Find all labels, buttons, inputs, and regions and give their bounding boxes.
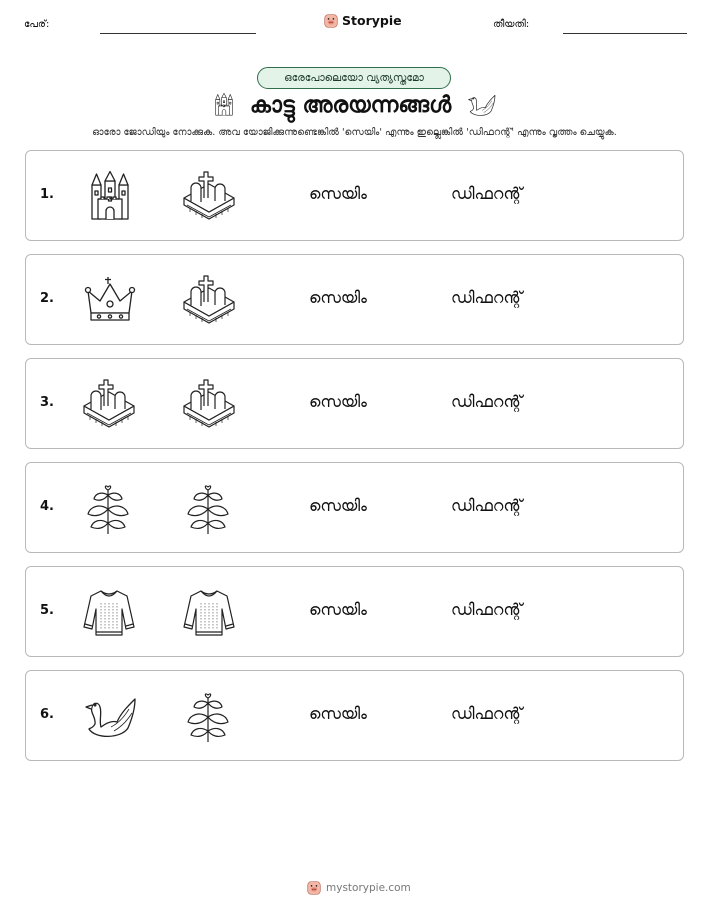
question-row: [25, 670, 684, 761]
question-row: [25, 358, 684, 449]
name-label: പേര്:: [24, 19, 50, 30]
different-option[interactable]: ഡിഫറന്റ്: [451, 392, 523, 411]
different-option[interactable]: ഡിഫറന്റ്: [451, 704, 523, 723]
castle-icon: [212, 92, 236, 118]
pig-icon: [307, 881, 321, 895]
nettle-plant-icon: [182, 483, 234, 535]
pig-icon: [324, 14, 338, 28]
footer: [307, 881, 411, 895]
different-option[interactable]: ഡിഫറന്റ്: [451, 496, 523, 515]
different-option[interactable]: ഡിഫറന്റ്: [451, 600, 523, 619]
different-option[interactable]: ഡിഫറന്റ്: [451, 184, 523, 203]
question-number: 5.: [40, 603, 54, 618]
instructions: ഓരോ ജോഡിയും നോക്കുക. അവ യോജിക്കുന്നുണ്ടെങ്കിൽ 'സെയിം' എന്നും ഇല്ലെങ്കിൽ 'ഡിഫറന്റ്' എന്നും വൃത്തം ചെയ്യുക.: [92, 127, 617, 138]
question-row: [25, 462, 684, 553]
question-number: 2.: [40, 291, 54, 306]
nettle-plant-icon: [82, 483, 134, 535]
nettle-plant-icon: [182, 691, 234, 743]
sweater-icon: [81, 587, 137, 639]
question-row: [25, 150, 684, 241]
graveyard-icon: [181, 379, 237, 431]
date-field[interactable]: [563, 33, 687, 34]
same-option[interactable]: സെയിം: [309, 496, 367, 515]
sweater-icon: [181, 587, 237, 639]
swan-icon: [80, 691, 138, 743]
footer-site[interactable]: mystorypie.com: [326, 882, 411, 894]
same-option[interactable]: സെയിം: [309, 704, 367, 723]
swan-icon: [465, 91, 497, 119]
question-row: [25, 254, 684, 345]
page-title: കാട്ടു അരയന്നങ്ങൾ: [249, 92, 452, 118]
same-option[interactable]: സെയിം: [309, 184, 367, 203]
graveyard-icon: [181, 275, 237, 327]
same-option[interactable]: സെയിം: [309, 600, 367, 619]
question-number: 1.: [40, 187, 54, 202]
graveyard-icon: [81, 379, 137, 431]
crown-icon: [84, 275, 136, 327]
brand-name: Storypie: [342, 13, 402, 28]
title-row: [0, 90, 709, 120]
question-number: 4.: [40, 499, 54, 514]
same-option[interactable]: സെയിം: [309, 288, 367, 307]
date-label: തീയതി:: [493, 19, 530, 30]
castle-icon: [84, 171, 136, 223]
question-number: 6.: [40, 707, 54, 722]
graveyard-icon: [181, 171, 237, 223]
same-option[interactable]: സെയിം: [309, 392, 367, 411]
question-number: 3.: [40, 395, 54, 410]
category-tag: ഒരേപോലെയോ വ്യത്യസ്തമോ: [257, 67, 451, 89]
name-field[interactable]: [100, 33, 256, 34]
question-row: [25, 566, 684, 657]
different-option[interactable]: ഡിഫറന്റ്: [451, 288, 523, 307]
brand-logo: [324, 13, 402, 28]
